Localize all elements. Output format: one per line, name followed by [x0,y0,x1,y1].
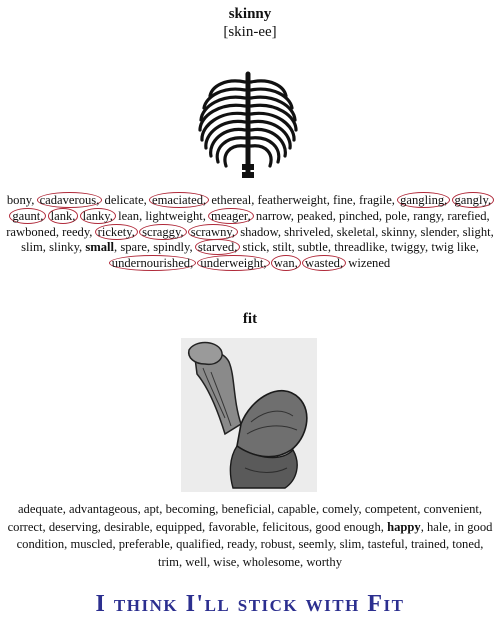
skinny-word: meager, [208,208,254,224]
skinny-word: underweight, [197,255,269,271]
skinny-word: gaunt, [9,208,46,224]
fit-heading: fit [242,311,258,327]
skinny-word: shadow, [240,224,281,239]
skinny-word: pole, [385,208,411,223]
skinny-word: undernourished, [109,255,197,271]
skinny-word: twig like, [431,240,479,255]
fit-word: robust, [260,537,296,551]
fit-word: worthy [306,554,343,569]
skinny-word: wizened [348,256,391,271]
fit-word: adequate, [17,502,66,516]
fit-word: favorable, [208,519,260,534]
fit-synonyms [6,501,494,571]
skinny-word: spindly, [153,240,193,255]
skinny-word: emaciated, [149,192,209,208]
skinny-word: subtle, [297,240,332,255]
flexed-arm-illustration [181,338,317,492]
skinny-word: gangling, [397,192,450,208]
fit-word: advantageous, [69,502,141,516]
fit-word: , [420,519,424,534]
fit-word: correct, [7,519,46,534]
skinny-word: fragile, [358,193,395,207]
skinny-word: fine, [333,193,356,207]
skinny-word: rarefied, [447,208,490,223]
fit-word: good enough, [315,519,384,534]
fit-word: ready, [227,537,258,551]
fit-word: comely, [322,502,362,516]
skinny-word: lean, [118,208,143,223]
skinny-synonyms [6,193,494,272]
fit-word: apt, [143,502,163,516]
skinny-word: slight, [462,224,494,239]
skinny-word: wan, [271,255,301,271]
fit-word: desirable, [104,519,153,534]
fit-word: qualified, [176,537,225,551]
fit-word: wholesome, [242,554,304,569]
fit-word: trained, [410,537,450,551]
fit-word: muscled, [70,537,116,551]
skinny-word: threadlike, [334,240,388,255]
skinny-word: lank, [48,208,79,224]
fit-word: preferable, [118,537,173,551]
fit-word: toned, [452,537,484,551]
fit-word: felicitous, [262,519,313,534]
skinny-word: peaked, [297,208,336,223]
skinny-word: rawboned, [6,224,59,239]
skinny-word: cadaverous, [37,192,103,208]
fit-word: capable, [277,502,320,516]
skinny-word: slinky, [49,240,83,255]
skinny-word: spare, [120,240,151,255]
fit-word: becoming, [165,502,219,516]
skinny-word: scraggy, [139,224,187,240]
skinny-word: delicate, [104,193,147,207]
skinny-word: narrow, [255,208,294,223]
fit-word: slim, [339,537,365,551]
fit-word: happy [387,519,421,534]
skinny-word: pinched, [339,208,383,223]
tagline: I think I'll stick with Fit [95,591,405,617]
fit-word: convenient, [423,502,483,516]
skinny-word: gangly, [452,192,495,208]
fit-word: competent, [364,502,421,516]
skinny-word: rangy, [413,208,445,223]
fit-word: deserving, [48,519,101,534]
skinny-word: small [85,240,115,255]
skinny-word: ethereal, [211,193,255,207]
skinny-word: starved, [195,239,241,255]
fit-word: equipped, [155,519,206,534]
fit-word: trim, [157,554,183,569]
skinny-word: slim, [21,240,46,255]
fit-word: in good condition, [16,519,493,551]
skinny-heading: skinny [228,6,272,22]
skinny-pronunciation: [skin-ee] [223,24,277,40]
fit-word: wise, [213,554,240,569]
fit-word: hale, [427,519,452,534]
skinny-word: , [114,240,118,255]
ribcage-illustration [196,68,300,182]
skinny-word: rickety, [95,224,138,240]
skinny-word: featherweight, [257,193,330,207]
fit-word: well, [185,554,211,569]
skinny-word: slender, [420,224,460,239]
skinny-word: skinny, [381,224,418,239]
skinny-word: wasted, [302,255,346,271]
skinny-word: reedy, [62,224,93,239]
skinny-word: lanky, [80,208,116,224]
skinny-word: scrawny, [188,224,238,240]
skinny-word: stilt, [272,240,295,255]
fit-word: tasteful, [367,537,408,551]
skinny-word: bony, [6,193,35,207]
skinny-word: stick, [242,240,270,255]
fit-word: seemly, [298,537,337,551]
skinny-word: twiggy, [390,240,429,255]
fit-word: beneficial, [221,502,275,516]
skinny-word: lightweight, [145,208,206,223]
skinny-word: skeletal, [336,224,379,239]
skinny-word: shriveled, [284,224,334,239]
